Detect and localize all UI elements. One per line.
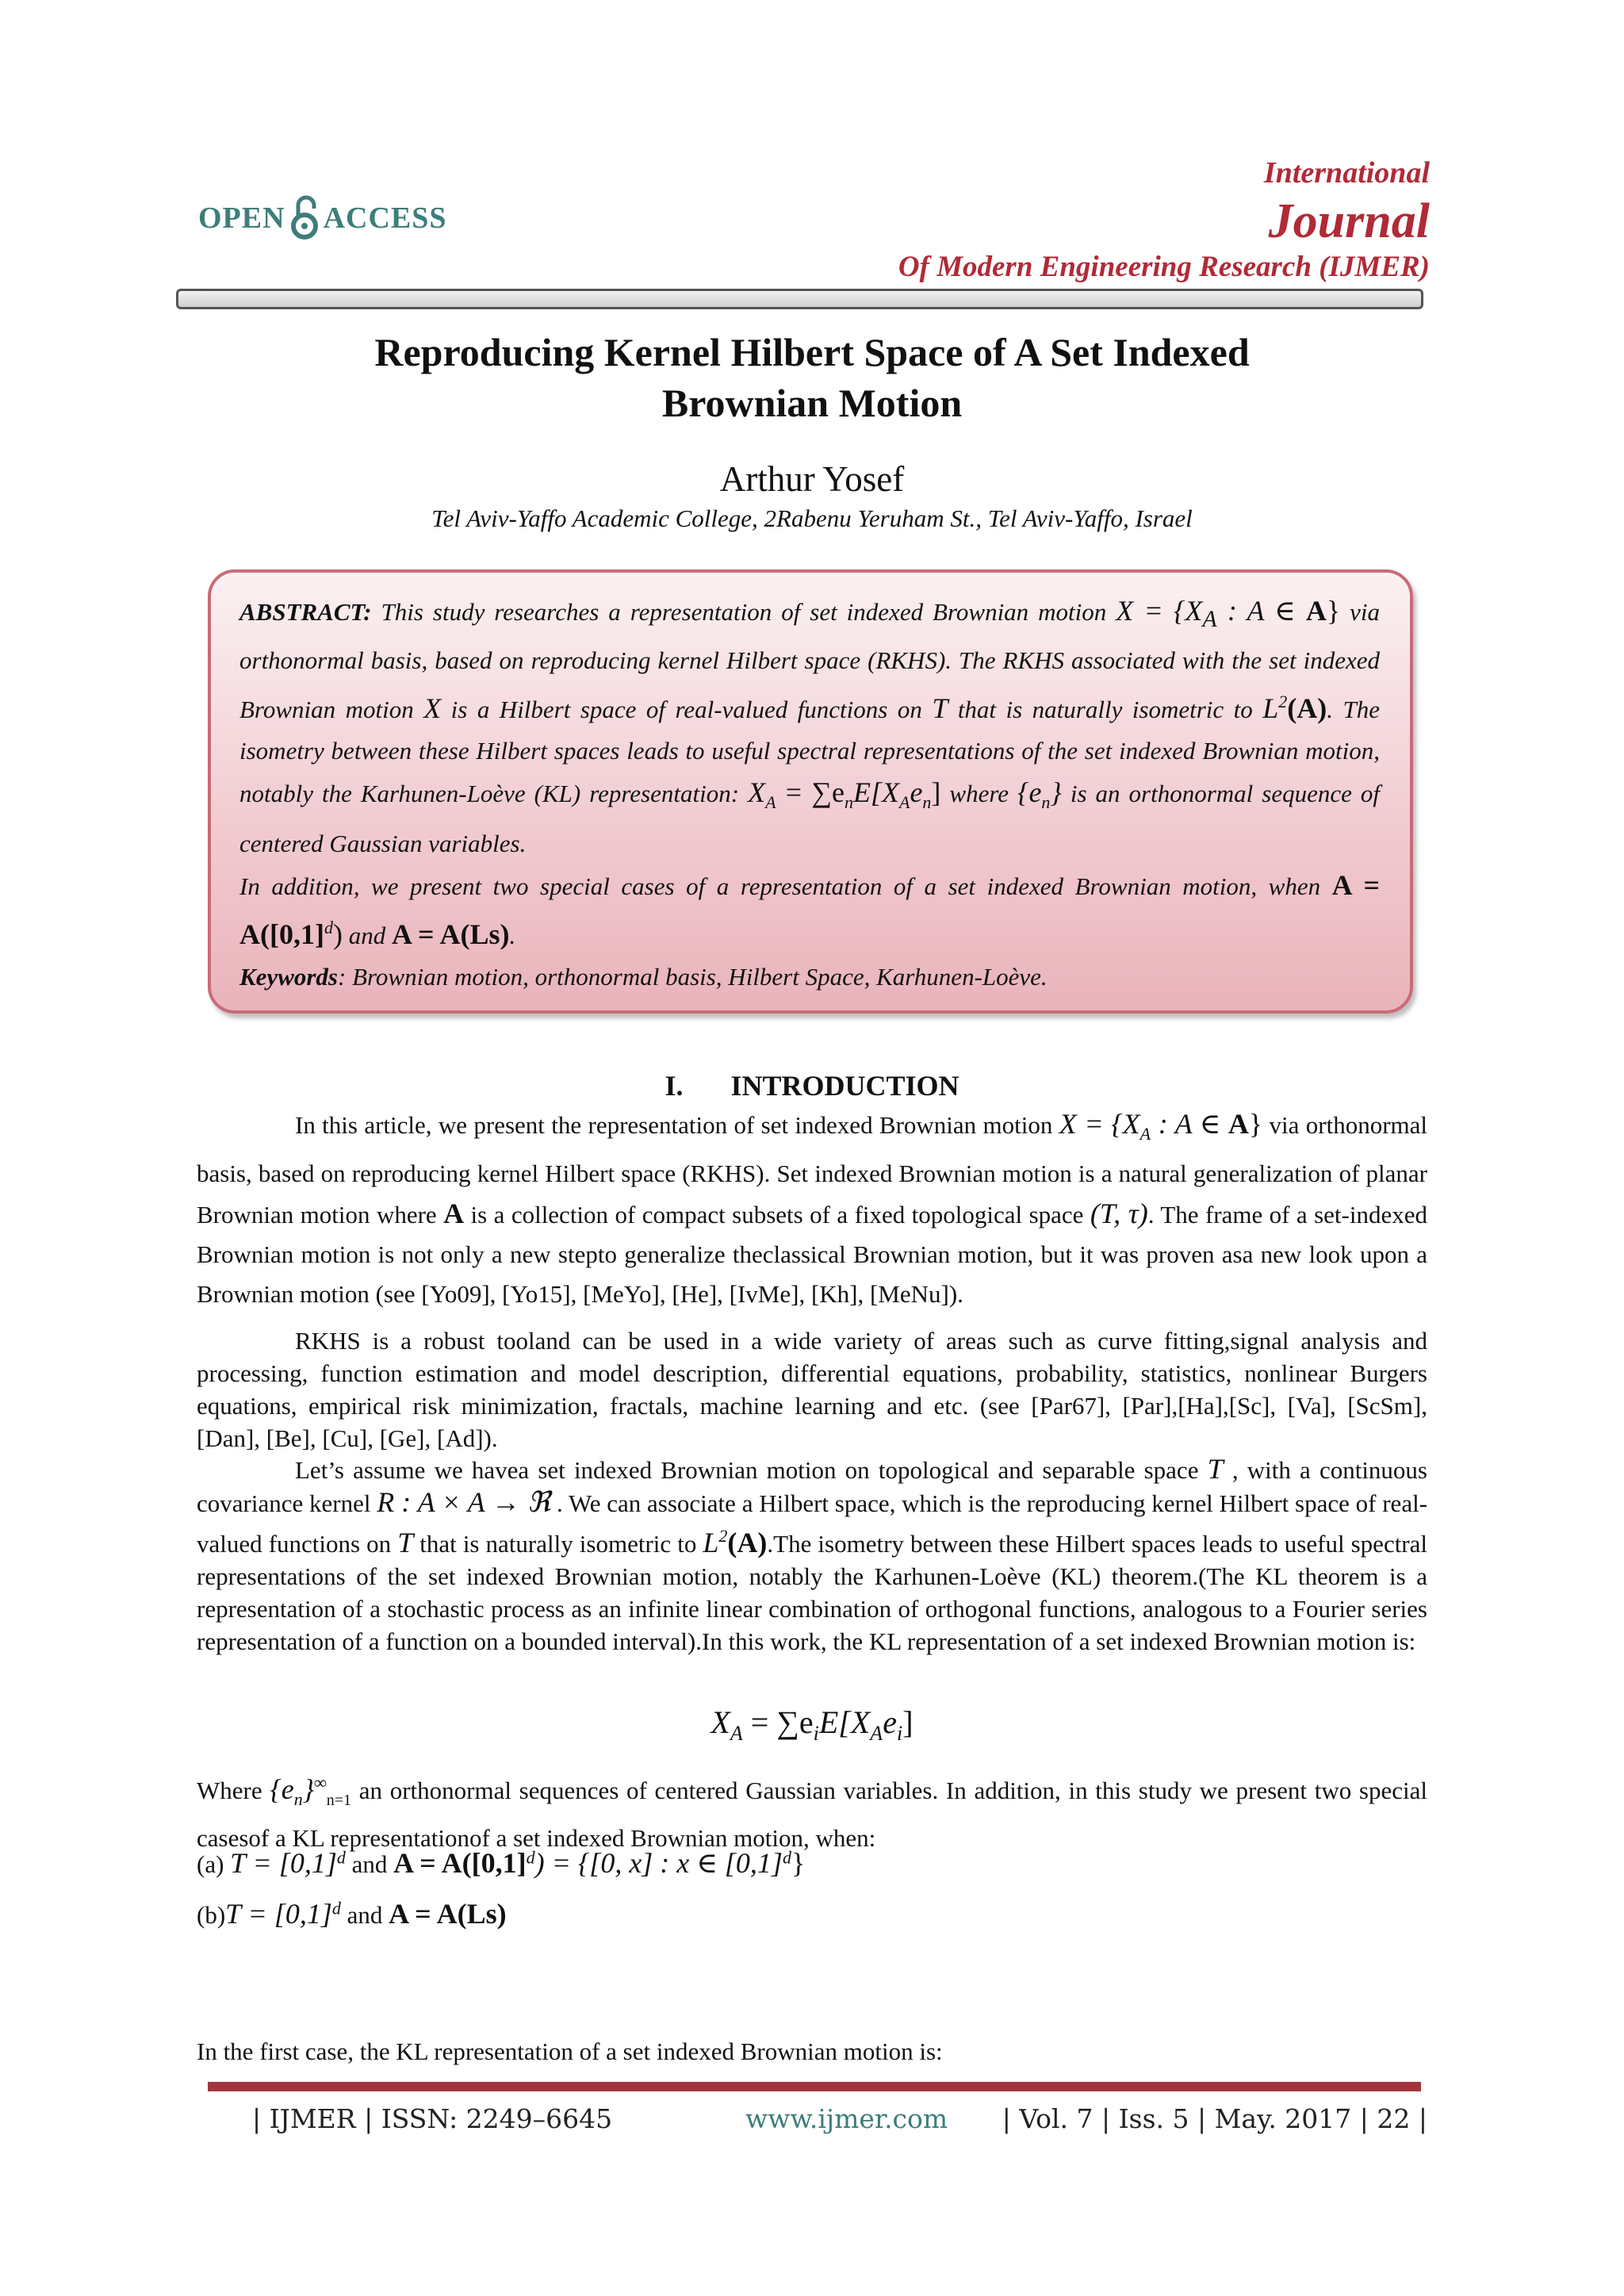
- abstract-text: is an orthonormal sequence of centered Gaussian variables.: [239, 780, 1380, 858]
- section-title: INTRODUCTION: [730, 1070, 959, 1102]
- paper-title: [0, 327, 1624, 428]
- math-T: T: [397, 1527, 414, 1558]
- keywords-label: Keywords: [239, 963, 338, 991]
- title-line-1: Reproducing Kernel Hilbert Space of A Set Indexed: [374, 330, 1250, 374]
- math-en-sequence: $\{e_n\}^\infty_{n=1}$: [270, 1773, 352, 1810]
- math-T: T: [1207, 1453, 1224, 1485]
- math-A: A: [443, 1198, 465, 1230]
- logo-open-text: OPEN: [198, 201, 285, 235]
- abstract-text: and: [342, 922, 392, 950]
- math-T: T: [932, 692, 948, 725]
- open-lock-icon: [289, 194, 320, 242]
- abstract-text: that is naturally isometric to: [948, 696, 1263, 724]
- abstract-text: .: [509, 922, 516, 950]
- intro-paragraph-3: Let’s assume we havea set indexed Brownian motion on topological and separable space T , with a continuous covariance kernel R : A × A → ℜ . We can associate a Hilbert space, which is the reproducing kernel Hilbert space of real-valued functions on T that is naturally isometric to $L^2(A).The$ isometry between these Hilbert spaces leads to useful spectral representations of the set indexed Brownian motion, notably the Karhunen-Loève (KL) theorem.(The KL theorem is a representation of a stochastic process as an infinite linear combination of orthogonal functions, analogous to a Fourier series representation of a function on a bounded interval).In this work, the KL representation of a set indexed Brownian motion is:: [197, 1453, 1428, 1655]
- journal-name: Journal: [1268, 194, 1430, 248]
- math-en: $\{e_n\}$: [1017, 776, 1062, 813]
- case-a: (a) $T = [0,1]^d$ and $A = A([0,1]^d) = \{[0$, x] : x ∈ $[0,1]^d$}: [197, 1847, 806, 1879]
- open-access-logo: [198, 194, 447, 242]
- keywords-text: : Brownian motion, orthonormal basis, Hilbert Space, Karhunen-Loève.: [338, 963, 1048, 991]
- math-X: X: [423, 692, 442, 725]
- abstract-text: via orthonormal basis, based on reproducing kernel Hilbert space (RKHS). The RKHS associated with the set indexed Brownian motion: [239, 598, 1380, 724]
- abstract-keywords: [239, 956, 1380, 998]
- math-kl-representation: $X_A = \sum e_nE[X_Ae_n]$: [748, 776, 941, 813]
- author-name: Arthur Yosef: [719, 459, 905, 499]
- section-heading: [0, 1069, 1624, 1102]
- intro-paragraph-2: RKHS is a robust tooland can be used in a wide variety of areas such as curve fitting,signal analysis and processing, function estimation and model description, differential equations, probability, statistics, nonlinear Burgers equations, empirical risk minimization, fractals, machine learning and etc. (see [Par67], [Par],[Ha],[Sc], [Va], [ScSm], [Dan], [Be], [Cu], [Ge], [Ad]).: [197, 1327, 1427, 1452]
- math-case-2: A = A(Ls): [391, 918, 510, 951]
- math-covariance-kernel: R : A × A → ℜ: [377, 1486, 551, 1518]
- footer-url-link[interactable]: www.ijmer.com: [745, 2103, 948, 2134]
- abstract-text: This study researches a representation of set indexed Brownian motion: [371, 598, 1116, 626]
- logo-access-text: ACCESS: [323, 201, 447, 235]
- math-set-X: $X = \{X_A$ : A ∈ A}: [1116, 595, 1341, 633]
- journal-subtitle: Of Modern Engineering Research (IJMER): [898, 251, 1430, 283]
- math-case-1: $A = A([0,1]^d)$: [239, 869, 1381, 951]
- abstract-text: In addition, we present two special cases of a representation of a set indexed Brownian motion, when: [239, 872, 1332, 901]
- section-number: I.: [665, 1070, 684, 1102]
- case-b: $(b)T = [0,1]^d$ and A = A(Ls): [197, 1898, 507, 1930]
- author-affiliation: Tel Aviv-Yaffo Academic College, 2Rabenu Yeruham St., Tel Aviv-Yaffo, Israel: [431, 504, 1193, 532]
- abstract-label: ABSTRACT:: [239, 598, 372, 626]
- abstract-text: is a Hilbert space of real-valued functions on: [441, 696, 933, 724]
- abstract-box: [208, 569, 1413, 1014]
- footer-volume-page: | Vol. 7 | Iss. 5 | May. 2017 | 22 |: [1002, 2103, 1427, 2134]
- math-L2: $L^2(A)$: [703, 1526, 768, 1558]
- abstract-text: where: [940, 780, 1018, 808]
- abstract-paragraph-1: [239, 590, 1380, 864]
- kl-equation: $X_A = \sum e_iE[X_Ae_i]$: [710, 1704, 914, 1745]
- math-L2: $L^2(A)$: [1262, 692, 1327, 725]
- journal-international: International: [1263, 156, 1430, 190]
- math-T-tau: (T, τ): [1090, 1198, 1148, 1230]
- title-line-2: Brownian Motion: [661, 381, 963, 425]
- header-divider-bar: [176, 289, 1423, 309]
- footer-journal-issn: | IJMER | ISSN: 2249–6645: [252, 2103, 613, 2134]
- intro-paragraph-4: Where $\{e_n\}^\infty_{n=1}$ an orthonormal sequences of centered Gaussian variables. In addition, in this study we present two special casesof a KL representationof a set indexed Brownian motion, when:: [197, 1773, 1428, 1853]
- math-set-X: $X = \{X_A$ : A ∈ A}: [1059, 1108, 1263, 1144]
- intro-paragraph-1: In this article, we present the representation of set indexed Brownian motion $X = \{X_A$ : A ∈ A} via orthonormal basis, based on reproducing kernel Hilbert space (RKHS). Set indexed Brownian motion is a natural generalization of planar Brownian motion where A is a collection of compact subsets of a fixed topological space (T, τ). The frame of a set-indexed Brownian motion is not only a new stepto generalize theclassical Brownian motion, but it was proven asa new look upon a Brownian motion (see [Yo09], [Yo15], [MeYo], [He], [IvMe], [Kh], [MeNu]).: [197, 1108, 1428, 1309]
- abstract-paragraph-2: [239, 864, 1380, 956]
- footer-divider-bar: [208, 2082, 1421, 2091]
- abstract-text: . The isometry between these Hilbert spaces leads to useful spectral representations of the set indexed Brownian motion, notably the Karhunen-Loève (KL) representation:: [239, 696, 1380, 808]
- intro-paragraph-5: In the first case, the KL representation of a set indexed Brownian motion is:: [197, 2037, 943, 2065]
